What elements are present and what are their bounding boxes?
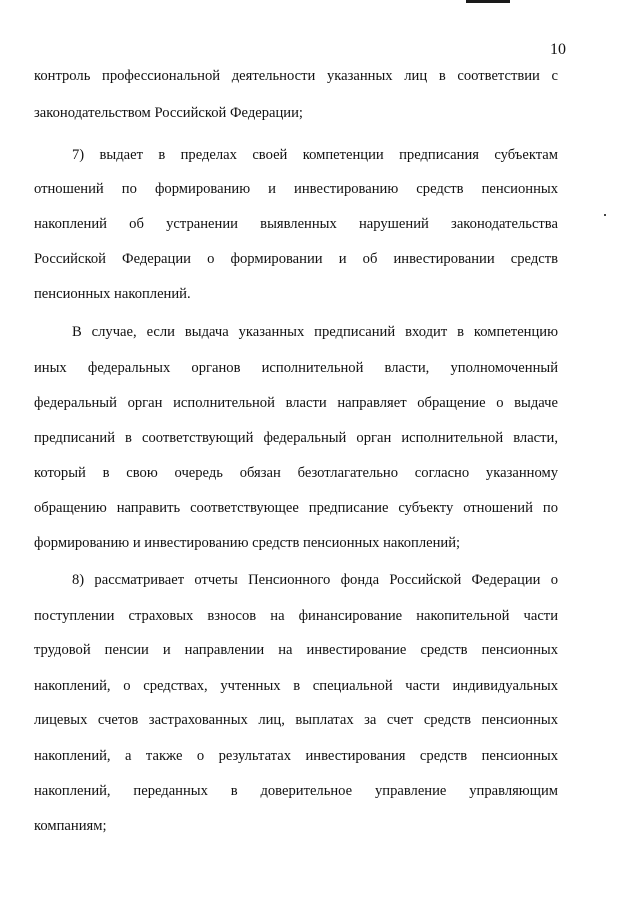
text-line: поступлении страховых взносов на финансирование накопительной части bbox=[34, 608, 558, 624]
text-line: законодательством Российской Федерации; bbox=[34, 105, 303, 121]
text-line: контроль профессиональной деятельности указанных лиц в соответствии с bbox=[34, 68, 558, 84]
top-edge-mark bbox=[466, 0, 510, 3]
text-line: 7) выдает в пределах своей компетенции предписания субъектам bbox=[72, 147, 558, 163]
text-line: обращению направить соответствующее предписание субъекту отношений по bbox=[34, 500, 558, 516]
text-line: иных федеральных органов исполнительной власти, уполномоченный bbox=[34, 360, 558, 376]
text-line: формированию и инвестированию средств пенсионных накоплений; bbox=[34, 535, 461, 551]
text-line: пенсионных накоплений. bbox=[34, 286, 191, 302]
text-line: накоплений, о средствах, учтенных в специальной части индивидуальных bbox=[34, 678, 558, 694]
text-line: накоплений, а также о результатах инвестирования средств пенсионных bbox=[34, 748, 558, 764]
scan-speck bbox=[604, 214, 606, 216]
text-line: накоплений, переданных в доверительное управление управляющим bbox=[34, 783, 558, 799]
text-line: отношений по формированию и инвестированию средств пенсионных bbox=[34, 181, 558, 197]
text-line: федеральный орган исполнительной власти направляет обращение о выдаче bbox=[34, 395, 558, 411]
text-line: предписаний в соответствующий федеральный орган исполнительной власти, bbox=[34, 430, 558, 446]
text-line: который в свою очередь обязан безотлагательно согласно указанному bbox=[34, 465, 558, 481]
text-line: В случае, если выдача указанных предписаний входит в компетенцию bbox=[72, 324, 558, 340]
text-line: лицевых счетов застрахованных лиц, выплатах за счет средств пенсионных bbox=[34, 712, 558, 728]
page-number: 10 bbox=[550, 41, 566, 58]
text-line: Российской Федерации о формировании и об инвестировании средств bbox=[34, 251, 558, 267]
text-line: компаниям; bbox=[34, 818, 107, 834]
text-line: 8) рассматривает отчеты Пенсионного фонда Российской Федерации о bbox=[72, 572, 558, 588]
text-line: трудовой пенсии и направлении на инвестирование средств пенсионных bbox=[34, 642, 558, 658]
text-line: накоплений об устранении выявленных нарушений законодательства bbox=[34, 216, 558, 232]
